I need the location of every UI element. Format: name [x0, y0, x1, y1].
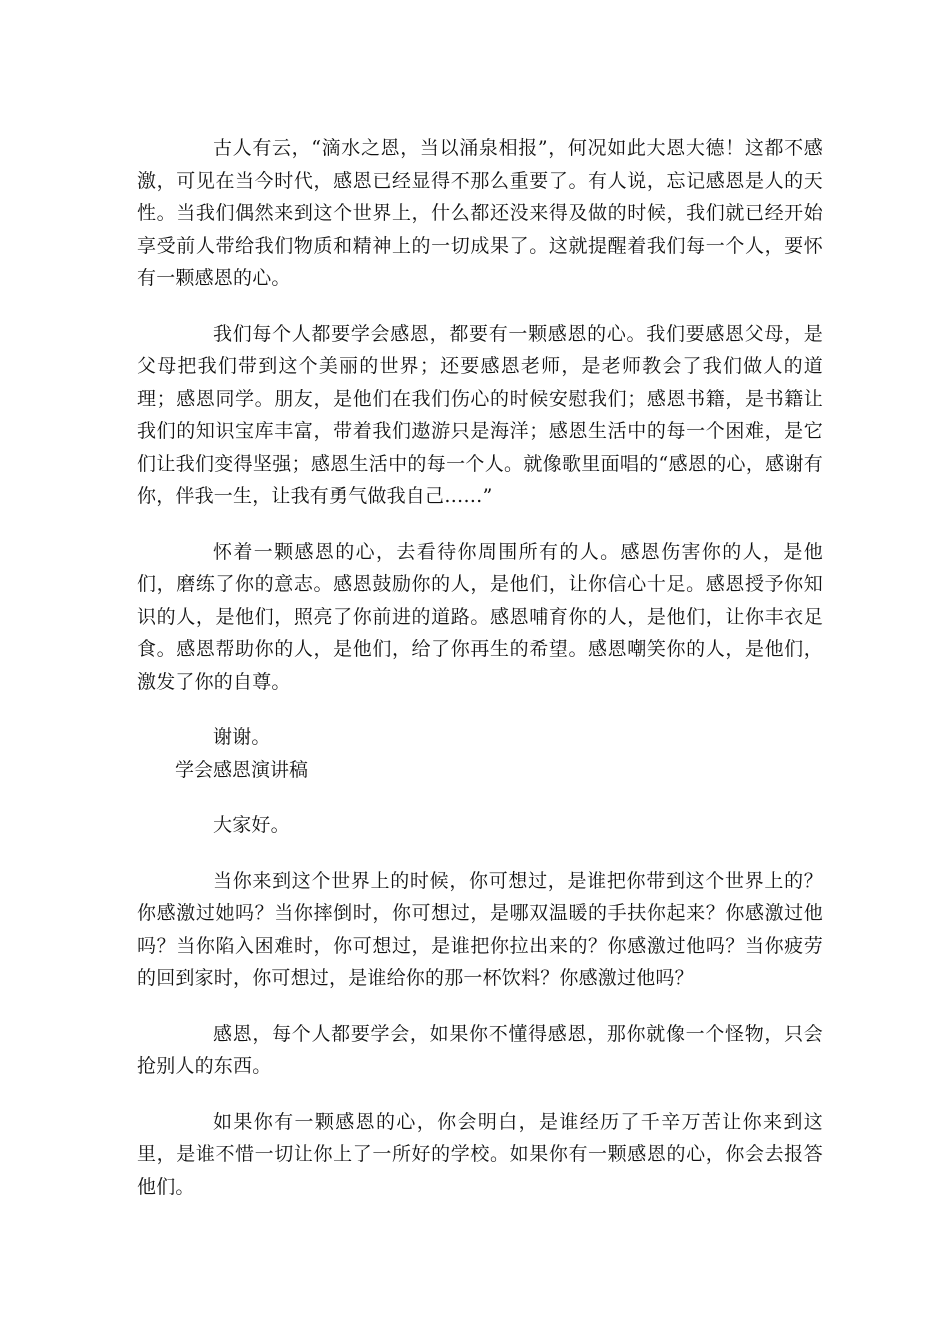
paragraph-grateful-heart: 怀着一颗感恩的心，去看待你周围所有的人。感恩伤害你的人，是他们，磨练了你的意志。感恩鼓励你的人，是他们，让你信心十足。感恩授予你知识的人，是他们，照亮了你前进的道路。感恩哺育你的人，是他们，让你丰衣足食。感恩帮助你的人，是他们，给了你再生的希望。感恩嘲笑你的人，是他们，激发了你的自尊。 — [137, 540, 823, 693]
paragraph-thanks: 谢谢。 — [213, 726, 271, 748]
paragraph-gratitude-proverb: 古人有云，“滴水之恩，当以涌泉相报”，何况如此大恩大德！这都不感激，可见在当今时代，感恩已经显得不那么重要了。有人说，忘记感恩是人的天性。当我们偶然来到这个世界上，什么都还没来得及做的时候，我们就已经开始享受前人带给我们物质和精神上的一切成果了。这就提醒着我们每一个人，要怀有一颗感恩的心。 — [137, 137, 823, 289]
paragraph-learn-gratitude: 我们每个人都要学会感恩，都要有一颗感恩的心。我们要感恩父母，是父母把我们带到这个美丽的世界；还要感恩老师，是老师教会了我们做人的道理；感恩同学。朋友，是他们在我们伤心的时候安慰我们；感恩书籍，是书籍让我们的知识宝库丰富，带着我们遨游只是海洋；感恩生活中的每一个困难，是它们让我们变得坚强；感恩生活中的每一个人。就像歌里面唱的“感恩的心，感谢有你，伴我一生，让我有勇气做我自己……” — [137, 322, 823, 507]
paragraph-if-grateful: 如果你有一颗感恩的心，你会明白，是谁经历了千辛万苦让你来到这里，是谁不惜一切让你上了一所好的学校。如果你有一颗感恩的心，你会去报答他们。 — [137, 1110, 823, 1198]
document-body — [137, 132, 823, 1203]
paragraph-greeting: 大家好。 — [213, 814, 290, 836]
speech-title: 学会感恩演讲稿 — [175, 758, 309, 781]
paragraph-questions: 当你来到这个世界上的时候，你可想过，是谁把你带到这个世界上的？你感激过她吗？当你摔倒时，你可想过，是哪双温暖的手扶你起来？你感激过他吗？当你陷入困难时，你可想过，是谁把你拉出来的？你感激过他吗？当你疲劳的回到家时，你可想过，是谁给你的那一杯饮料？你感激过他吗？ — [137, 869, 823, 989]
paragraph-everyone-learn: 感恩，每个人都要学会，如果你不懂得感恩，那你就像一个怪物，只会抢别人的东西。 — [137, 1022, 823, 1077]
